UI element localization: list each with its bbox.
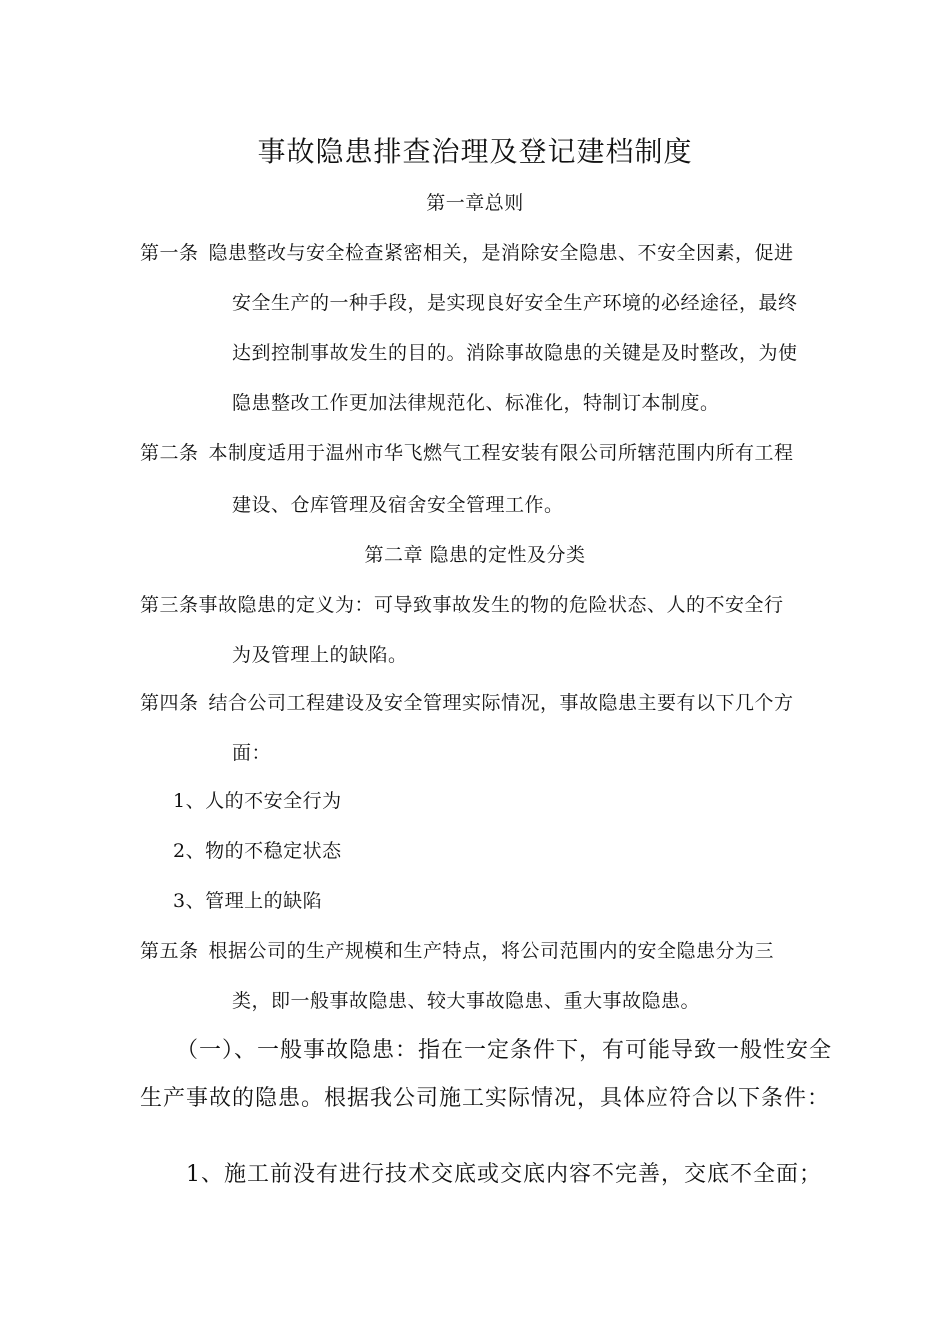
- section-1-line-2: 生产事故的隐患。根据我公司施工实际情况，具体应符合以下条件：: [140, 1086, 831, 1111]
- article-5-line-2: 类，即一般事故隐患、较大事故隐患、重大事故隐患。: [232, 990, 701, 1012]
- article-5-line-1: 根据公司的生产规模和生产特点，将公司范围内的安全隐患分为三: [208, 940, 775, 962]
- chapter-2-heading: 第二章 隐患的定性及分类: [364, 544, 586, 566]
- article-1-line-2: 安全生产的一种手段，是实现良好安全生产环境的必经途径，最终: [232, 292, 798, 314]
- list-item: 3、管理上的缺陷: [173, 890, 323, 912]
- article-2-line-1: 本制度适用于温州市华飞燃气工程安装有限公司所辖范围内所有工程: [208, 442, 794, 464]
- article-1-line-1: 隐患整改与安全检查紧密相关，是消除安全隐患、不安全因素，促进: [208, 242, 794, 264]
- article-4-line-1: 结合公司工程建设及安全管理实际情况，事故隐患主要有以下几个方: [208, 692, 794, 714]
- chapter-1-heading: 第一章总则: [426, 192, 524, 214]
- article-5-first-line: [140, 938, 774, 964]
- article-4-line-2: 面：: [232, 742, 272, 764]
- article-4-number: 第四条: [140, 692, 199, 714]
- article-1-first-line: [140, 240, 794, 266]
- list-item: 2、物的不稳定状态: [173, 840, 342, 862]
- article-1-number: 第一条: [140, 242, 199, 264]
- article-4-first-line: [140, 690, 794, 716]
- list-item: 1、人的不安全行为: [173, 790, 342, 812]
- article-3-line-1: 第三条事故隐患的定义为：可导致事故发生的物的危险状态、人的不安全行: [140, 594, 784, 616]
- article-1-line-3: 达到控制事故发生的目的。消除事故隐患的关键是及时整改，为使: [232, 342, 798, 364]
- article-1-line-4: 隐患整改工作更加法律规范化、标准化，特制订本制度。: [232, 392, 720, 414]
- section-1-line-1: （一）、一般事故隐患：指在一定条件下，有可能导致一般性安全: [176, 1038, 833, 1063]
- article-5-number: 第五条: [140, 940, 199, 962]
- document-title: 事故隐患排查治理及登记建档制度: [257, 135, 693, 168]
- condition-1: 1、施工前没有进行技术交底或交底内容不完善，交底不全面；: [186, 1162, 822, 1187]
- article-2-line-2: 建设、仓库管理及宿舍安全管理工作。: [232, 494, 564, 516]
- article-2-first-line: [140, 440, 794, 466]
- article-2-number: 第二条: [140, 442, 199, 464]
- article-3-line-2: 为及管理上的缺陷。: [232, 644, 408, 666]
